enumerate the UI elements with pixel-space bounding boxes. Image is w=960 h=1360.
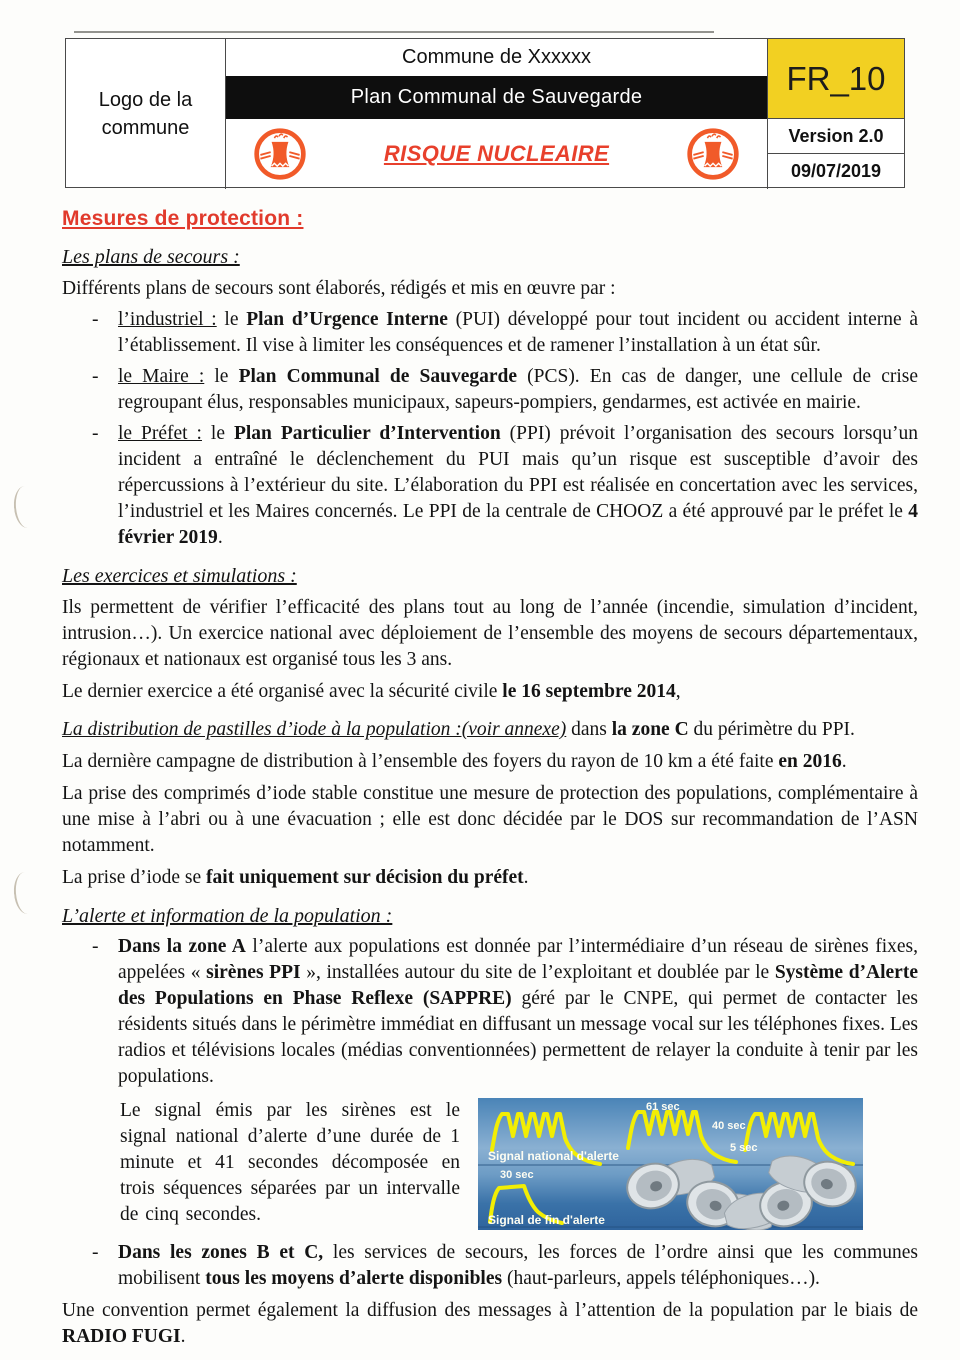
main-title: Mesures de protection : bbox=[62, 207, 304, 230]
label-signal-national: Signal national d'alerte bbox=[488, 1149, 619, 1163]
alerte-bullet-list-2 bbox=[62, 1240, 918, 1292]
section-heading-alerte: L’alerte et information de la population : bbox=[62, 905, 393, 927]
signal-paragraph: Le signal émis par les sirènes est le signal national d’alerte d’une durée de 1 minute et 41 secondes décomposée en trois séquences séparées par un intervalle de cinq secondes. bbox=[120, 1100, 460, 1225]
siren-alert-figure bbox=[478, 1098, 863, 1230]
commune-title: Commune de Xxxxxx bbox=[402, 46, 591, 68]
label-5-sec: 5 sec bbox=[730, 1142, 758, 1154]
nuclear-tower-icon-right bbox=[685, 126, 741, 182]
section-heading-iode: La distribution de pastilles d’iode à la population :(voir annexe) dans la zone C du périmètre du PPI. bbox=[62, 719, 855, 740]
bullet-text: le Maire : le Plan Communal de Sauvegarde (PCS). En cas de danger, une cellule de crise regroupant élus, responsables municipaux, sapeurs-pompiers, gendarmes, est activée en mairie. bbox=[118, 366, 919, 413]
section-heading-plans: Les plans de secours : bbox=[62, 246, 240, 268]
nuclear-tower-icon-left bbox=[252, 126, 308, 182]
doc-code-badge: FR_10 bbox=[767, 39, 904, 119]
bullet-item-industriel bbox=[92, 307, 918, 359]
document-body bbox=[0, 196, 960, 1350]
bullet-dash: - bbox=[92, 309, 99, 330]
bullet-item-zone-a bbox=[92, 934, 918, 1090]
convention-paragraph: Une convention permet également la diffusion des messages à l’attention de la population par le biais de RADIO FUGI. bbox=[62, 1300, 918, 1347]
label-30-sec: 30 sec bbox=[500, 1169, 534, 1181]
plans-bullet-list bbox=[62, 307, 918, 551]
iode-para2: La prise des comprimés d’iode stable constitue une mesure de protection des populations, complémentaire à une mise à l’abri ou à une évacuation ; elle est donc décidée par le DOS sur recommandation de l’ASN notamment. bbox=[62, 783, 918, 856]
label-61-sec: 61 sec bbox=[646, 1101, 680, 1113]
alerte-bullet-list bbox=[62, 934, 918, 1090]
bullet-dash: - bbox=[92, 423, 99, 444]
risk-title-cell bbox=[226, 119, 767, 189]
bullet-text: Dans la zone A l’alerte aux populations est donnée par l’intermédiaire d’un réseau de sirènes fixes, appelées « sirènes PPI », installées autour du site de l’exploitant et doublée par le Système d’Alerte des Populations en Phase Reflexe (SAPPRE) géré par le CNPE, qui permet de contacter les résidents situés dans le périmètre immédiat en diffusant un message vocal sur les téléphones fixes. Les radios et télévisions locales (médias conventionnées) permettent de relayer la conduite à tenir par les populations. bbox=[118, 936, 919, 1087]
plan-title-bar: Plan Communal de Sauvegarde bbox=[226, 76, 767, 119]
exercices-para2: Le dernier exercice a été organisé avec la sécurité civile le 16 septembre 2014, bbox=[62, 681, 681, 702]
signal-row bbox=[120, 1098, 918, 1230]
bullet-text: l’industriel : le Plan d’Urgence Interne (PUI) développé pour tout incident ou accident interne à l’établissement. Il vise à limiter les conséquences et de ramener l’installation à un état sûr. bbox=[118, 309, 918, 356]
bullet-item-prefet bbox=[92, 421, 918, 551]
bullet-text: le Préfet : le Plan Particulier d’Intervention (PPI) prévoit l’organisation des secours lorsqu’un incident a entraîné le déclenchement du PUI mais qu’un risque est susceptible d’avoir des répercussions à l’extérieur du site. L’élaboration du PPI est réalisée en concertation avec les services, l’industriel et les Maires concernés. Le PPI de la centrale de CHOOZ a été approuvé par le préfet le 4 février 2019. bbox=[118, 423, 918, 548]
section-heading-exercices: Les exercices et simulations : bbox=[62, 565, 297, 587]
bullet-item-maire bbox=[92, 364, 918, 416]
scan-artifact-line bbox=[74, 31, 714, 33]
exercices-para1: Ils permettent de vérifier l’efficacité des plans tout au long de l’année (incendie, simulation d’incident, intrusion…). Un exercice national avec déploiement de l’ensemble des moyens de secours départementaux, régionaux et nationaux est organisé tous les 3 ans. bbox=[62, 597, 918, 670]
bullet-item-zones-bc bbox=[92, 1240, 918, 1292]
risk-title: RISQUE NUCLEAIRE bbox=[383, 141, 610, 166]
iode-para3: La prise d’iode se fait uniquement sur décision du préfet. bbox=[62, 867, 529, 888]
plans-intro: Différents plans de secours sont élaborés, rédigés et mis en œuvre par : bbox=[62, 278, 616, 299]
header-table bbox=[65, 38, 905, 188]
bullet-dash: - bbox=[92, 936, 99, 957]
doc-version: Version 2.0 bbox=[767, 119, 904, 154]
bullet-dash: - bbox=[92, 1242, 99, 1263]
bullet-text: Dans les zones B et C, les services de secours, les forces de l’ordre ainsi que les communes mobilisent tous les moyens d’alerte disponibles (haut-parleurs, appels téléphoniques…). bbox=[118, 1242, 918, 1289]
label-40-sec: 40 sec bbox=[712, 1120, 746, 1132]
doc-date: 09/07/2019 bbox=[767, 154, 904, 189]
bullet-dash: - bbox=[92, 366, 99, 387]
label-signal-fin: Signal de fin d'alerte bbox=[488, 1213, 605, 1227]
logo-cell: Logo de la commune bbox=[66, 39, 226, 189]
iode-para1: La dernière campagne de distribution à l’ensemble des foyers du rayon de 10 km a été faite en 2016. bbox=[62, 751, 847, 772]
